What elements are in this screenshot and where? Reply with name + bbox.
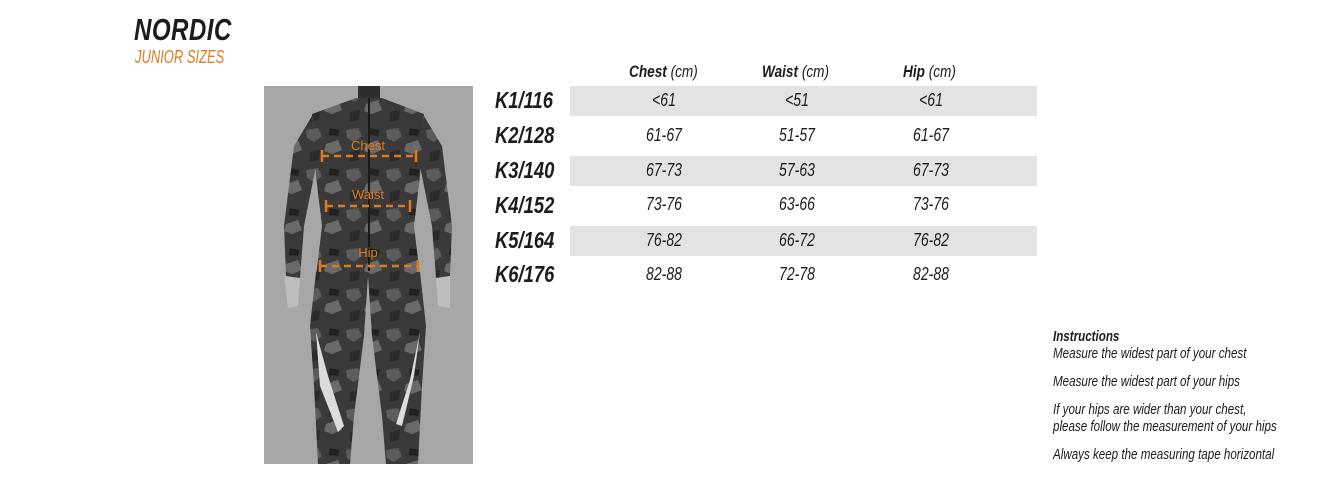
cell-waist-k5: 66-72 [779,230,815,250]
column-header-hip-unit: (cm) [928,62,956,81]
column-header-waist [762,62,829,82]
cell-chest-k1: <61 [652,90,676,110]
model-figure [264,86,473,464]
size-label-k4: K4/152 [495,192,555,218]
cell-chest-k6: 82-88 [646,264,682,284]
waist-marker-label: Waist [351,187,385,202]
size-label-k1: K1/116 [495,87,553,113]
size-label-k6: K6/176 [495,261,555,287]
cell-waist-k1: <51 [785,90,809,110]
column-header-chest [629,62,698,82]
instructions-panel [1053,329,1277,464]
column-header-chest-unit: (cm) [670,62,698,81]
cell-waist-k4: 63-66 [779,194,815,214]
instruction-chest: Measure the widest part of your chest [1053,346,1247,362]
right-arm-shape [420,116,452,278]
size-label-k3: K3/140 [495,157,555,183]
hip-marker-label: Hip [358,245,378,260]
instruction-wider-line-1: If your hips are wider than your chest, [1053,402,1247,418]
left-arm-shape [284,116,316,278]
size-label-k5: K5/164 [495,227,555,253]
cell-hip-k2: 61-67 [913,125,949,145]
column-header-waist-unit: (cm) [801,62,830,81]
right-leg-shape [368,272,426,464]
race-suit-illustration [264,86,473,464]
column-header-chest-name: Chest [629,62,667,81]
chest-marker-label: Chest [351,138,385,153]
instruction-wider-line-2: please follow the measurement of your hips [1053,419,1277,435]
column-header-waist-name: Waist [762,62,799,81]
cell-hip-k4: 73-76 [913,194,949,214]
cell-chest-k2: 61-67 [646,125,682,145]
cell-chest-k4: 73-76 [646,194,682,214]
cell-hip-k6: 82-88 [913,264,949,284]
cell-waist-k6: 72-78 [779,264,815,284]
right-hand-shape [436,276,450,308]
left-hand-shape [284,276,300,308]
cell-hip-k3: 67-73 [913,160,949,180]
instruction-tape: Always keep the measuring tape horizontal [1053,447,1275,463]
instruction-hips: Measure the widest part of your hips [1053,374,1240,390]
cell-hip-k5: 76-82 [913,230,949,250]
column-header-hip [903,62,956,82]
cell-waist-k3: 57-63 [779,160,815,180]
page-title: NORDIC [134,12,232,47]
size-label-k2: K2/128 [495,122,555,148]
cell-waist-k2: 51-57 [779,125,815,145]
cell-hip-k1: <61 [919,90,943,110]
cell-chest-k5: 76-82 [646,230,682,250]
page-subtitle: JUNIOR SIZES [135,47,225,67]
column-header-hip-name: Hip [903,62,925,81]
cell-chest-k3: 67-73 [646,160,682,180]
instructions-heading: Instructions [1053,329,1120,345]
